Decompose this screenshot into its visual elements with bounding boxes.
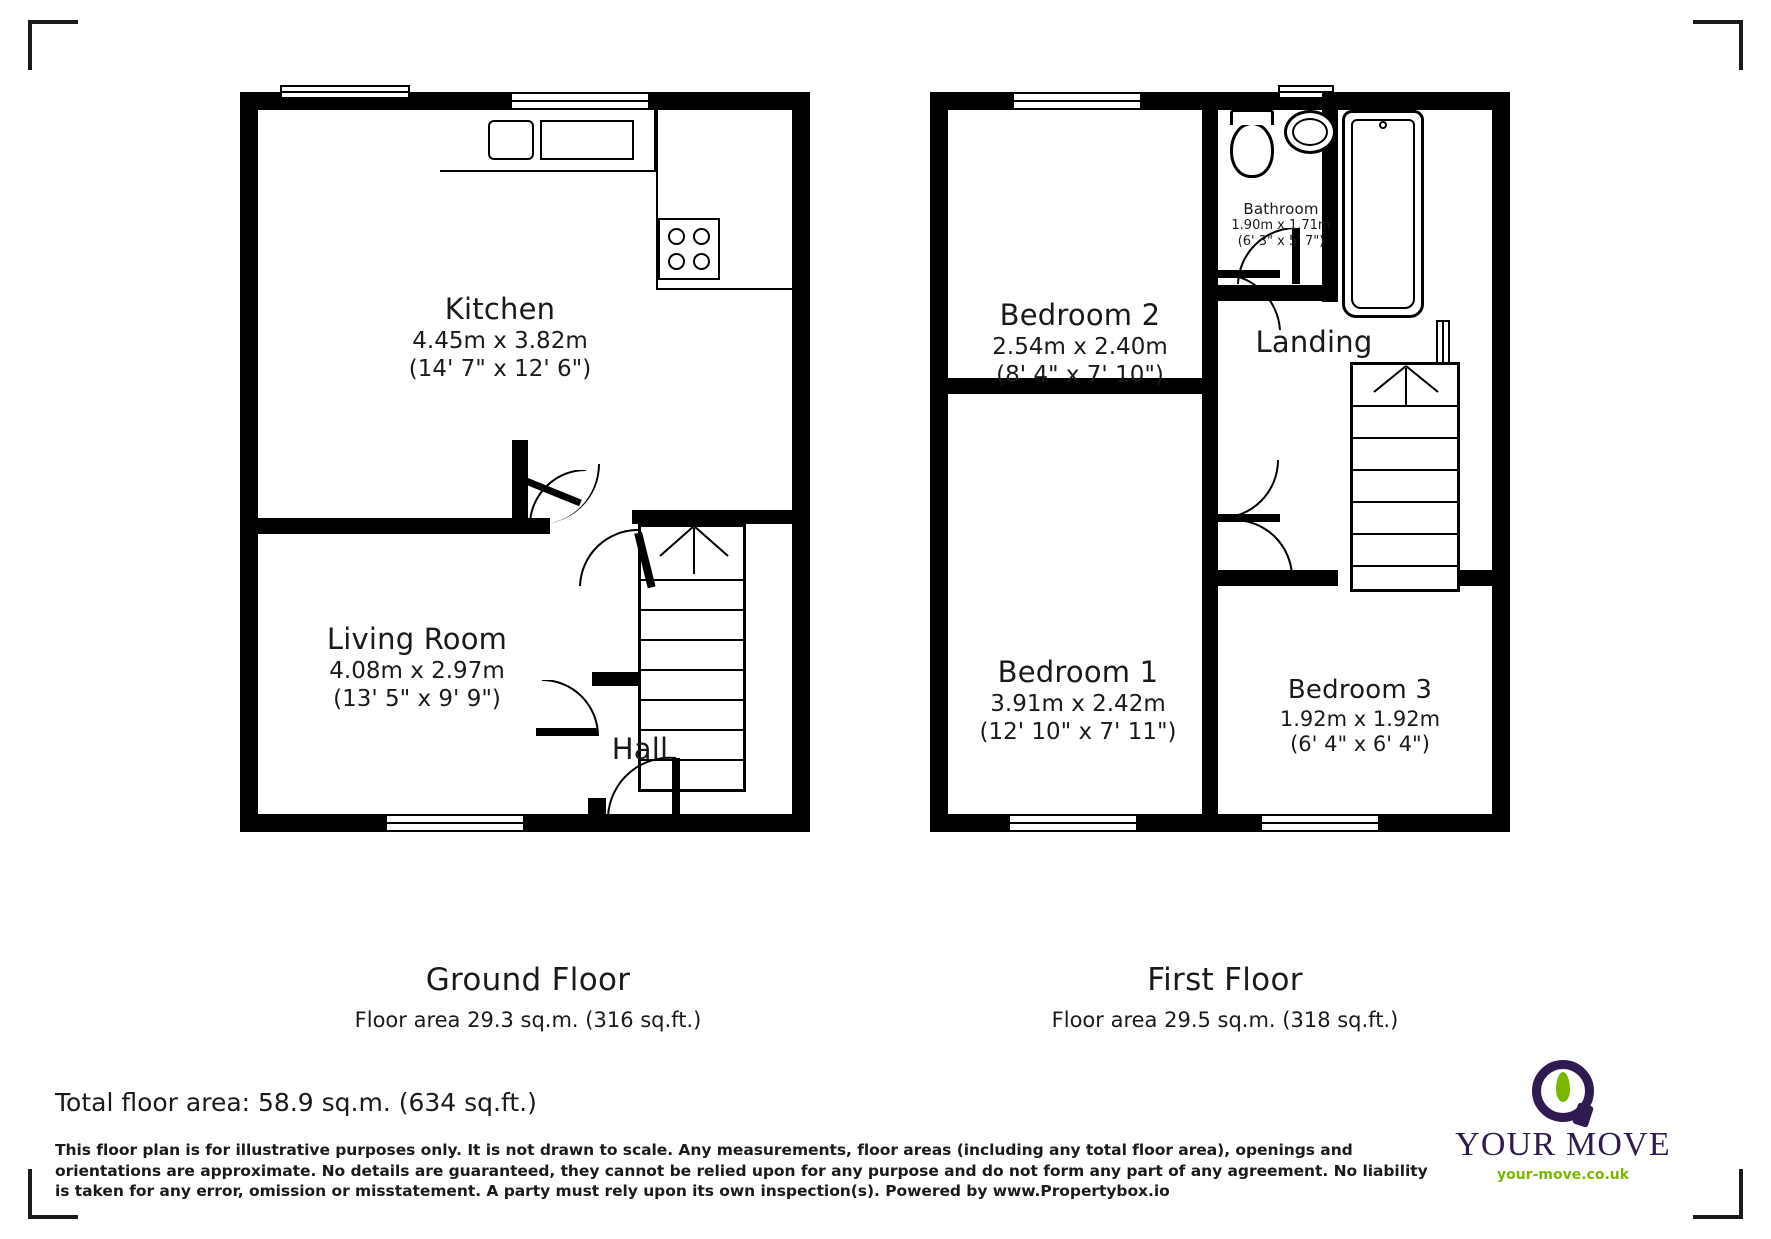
room-dimensions-imperial: (6' 4" x 6' 4") [1290,732,1430,757]
wall-ground-right [792,92,810,832]
door-front-entrance [606,756,680,818]
toilet-fixture [1230,122,1274,178]
ground-floor-plan [240,80,820,860]
wall-ground-bottom [240,814,810,832]
room-dimensions-metric: 3.91m x 2.42m [990,691,1166,718]
room-dimensions-metric: 2.54m x 2.40m [992,334,1168,361]
wall-first-right [1492,92,1510,832]
brand-url: your-move.co.uk [1496,1167,1630,1183]
total-floor-area: Total floor area: 58.9 sq.m. (634 sq.ft.) [55,1088,537,1117]
brand-name: YOUR MOVE [1455,1126,1671,1163]
kitchen-hob [658,218,720,280]
room-dimensions-metric: 4.45m x 3.82m [412,328,588,355]
room-name: Bedroom 1 [997,655,1159,689]
room-dimensions-imperial: (12' 10" x 7' 11") [979,719,1177,746]
room-name: Hall [611,732,669,766]
wall-first-left [930,92,948,832]
bathtub-fixture [1342,110,1424,318]
room-label-living-room [282,622,552,713]
room-dimensions-imperial: (8' 4" x 7' 10") [996,362,1164,389]
floor-area: Floor area 29.3 sq.m. (316 sq.ft.) [354,1008,702,1032]
wall-hall-stub [512,440,528,520]
kitchen-drainer [540,120,634,160]
room-dimensions-metric: 4.08m x 2.97m [329,658,505,685]
wall-ground-left [240,92,258,832]
room-dimensions-imperial: (13' 5" x 9' 9") [333,686,501,713]
floor-title: Ground Floor [425,962,631,998]
window-bedroom1-bottom [1008,814,1138,832]
room-dimensions-metric: 1.92m x 1.92m [1279,706,1441,731]
room-name: Kitchen [444,292,556,326]
room-name: Bathroom [1243,200,1319,218]
room-name: Living Room [326,622,508,656]
window-kitchen-top-left [280,85,410,99]
room-name: Landing [1255,325,1373,359]
first-stair-direction-arrow [1358,362,1454,410]
room-label-bedroom-1 [954,655,1202,746]
window-kitchen-top-right [510,92,650,110]
disclaimer-text: This floor plan is for illustrative purposes only. It is not drawn to scale. Any measurements, floor areas (including any total floor area), openings and orientations are approximate. No details are guaranteed, they cannot be relied upon for any purpose and do not form any part of any agreement. No liability is taken for any error, omission or misstatement. A party must rely upon its own inspection(s). Powered by www.Propertybox.io [55,1141,1428,1201]
window-bedroom3-bottom [1260,814,1380,832]
door-kitchen-to-hall [528,478,608,524]
floor-title: First Floor [1147,962,1303,998]
window-living-bottom [385,814,525,832]
your-move-logo-icon [1532,1060,1594,1122]
first-floor-plan [930,80,1520,860]
room-label-bedroom-2 [958,298,1202,389]
window-landing-side [1436,320,1450,368]
brand-logo [1413,1060,1713,1183]
wall-first-right-notch [1460,570,1494,586]
kitchen-sink [488,120,534,160]
door-hall-understair [576,528,642,590]
door-bedroom3 [1230,520,1296,580]
wall-kitchen-living-divider [240,518,550,534]
room-dimensions-metric: 1.90m x 1.71m [1231,218,1331,234]
door-bedroom1 [1218,458,1286,522]
crop-mark-top-right [1693,20,1743,70]
door-living-room [536,680,602,736]
crop-mark-top-left [28,20,78,70]
room-name: Bedroom 3 [1287,675,1433,705]
room-dimensions-imperial: (14' 7" x 12' 6") [408,356,592,383]
room-label-bedroom-3 [1230,675,1490,758]
room-label-kitchen [370,292,630,383]
floor-area: Floor area 29.5 sq.m. (318 sq.ft.) [1051,1008,1399,1032]
wall-hall-front-stub [588,798,606,832]
wash-basin-fixture [1284,110,1336,154]
ground-floor-caption [248,962,808,1032]
window-bedroom2-top [1012,92,1142,110]
room-name: Bedroom 2 [999,298,1161,332]
door-bathroom [1234,228,1300,288]
wall-bedroom-landing-divider [1202,92,1218,828]
ground-stair-direction-arrow [644,522,744,578]
room-dimensions-imperial: (6' 3" x 5' 7") [1237,234,1325,250]
first-floor-caption [945,962,1505,1032]
wall-bedroom2-bedroom1-divider [930,378,1218,394]
